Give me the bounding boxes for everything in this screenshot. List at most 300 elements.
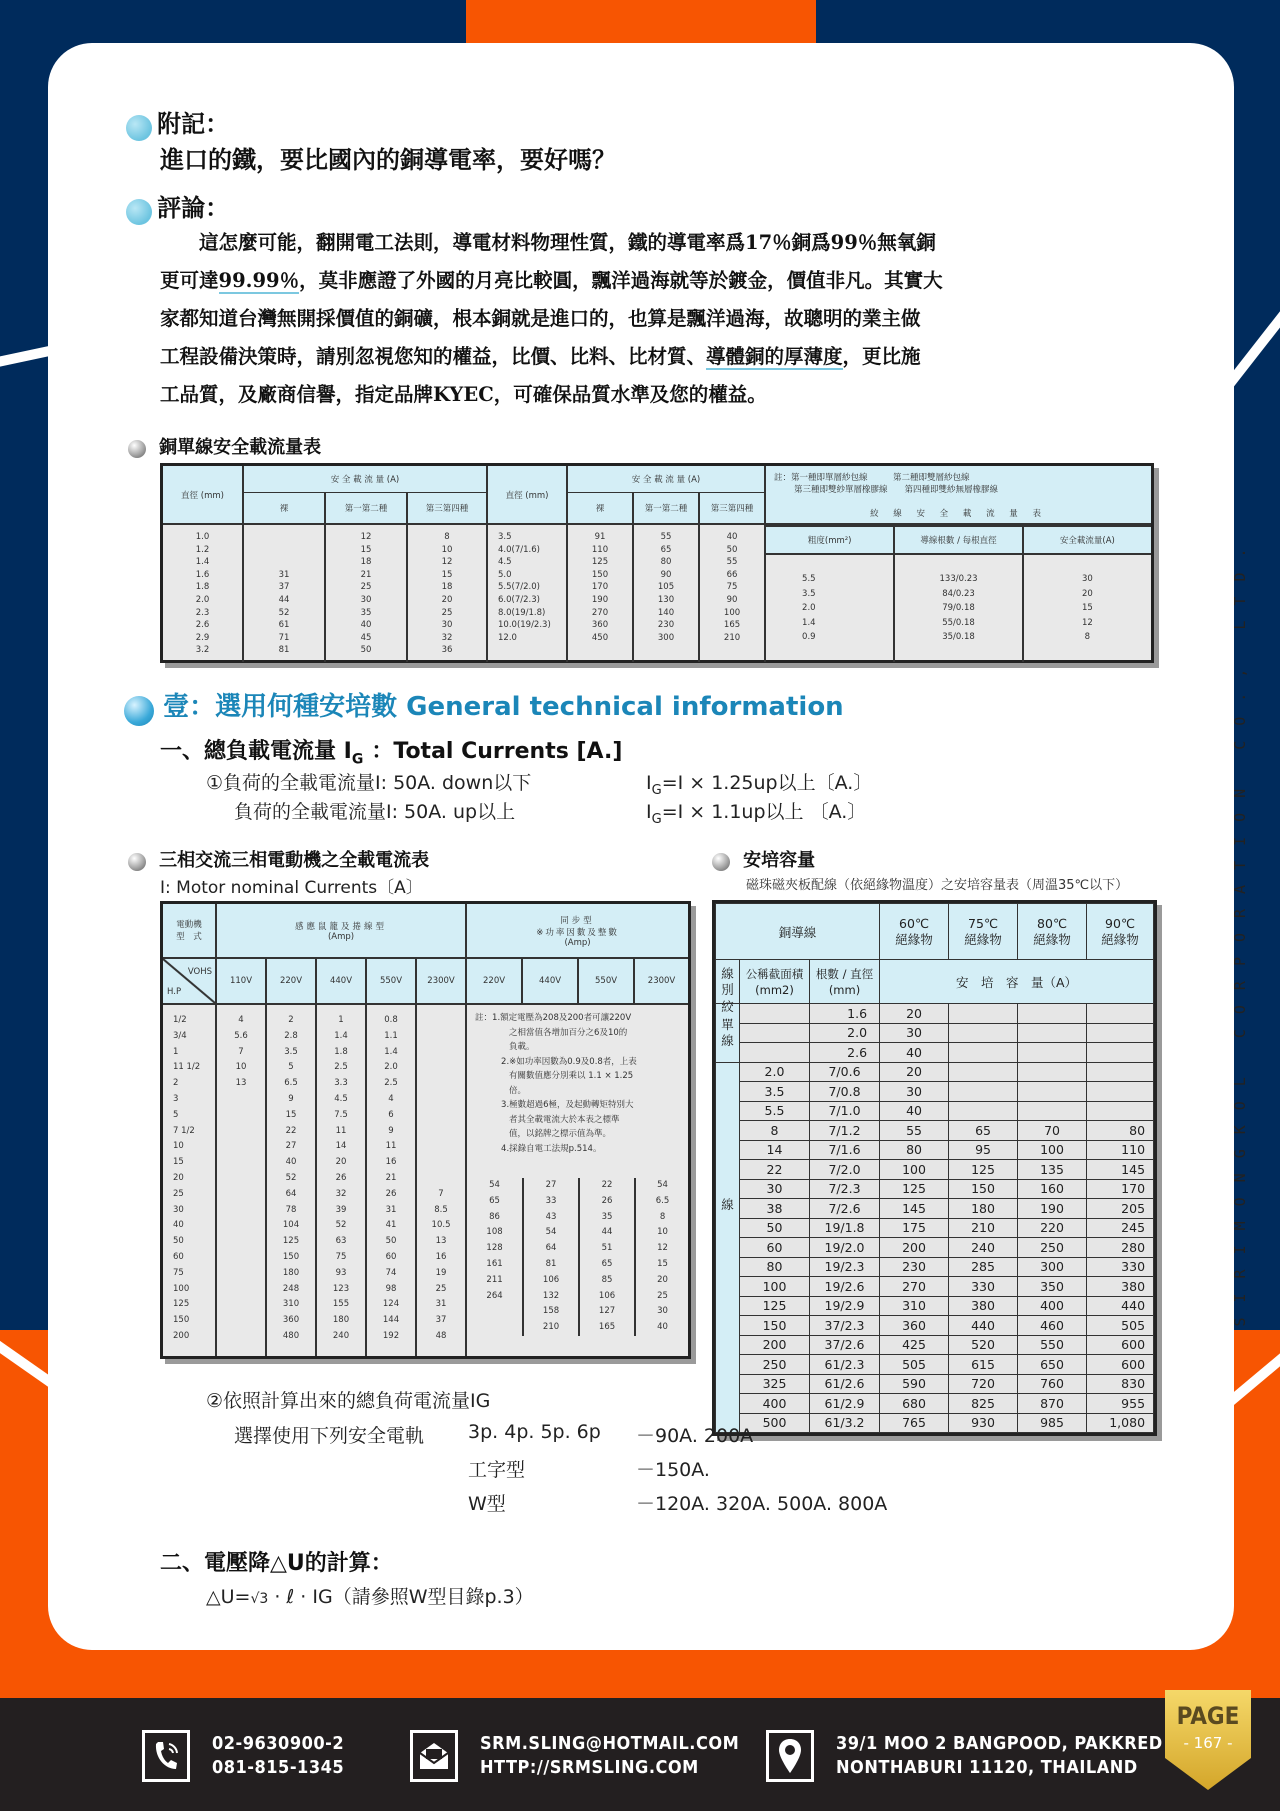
table-cell	[1018, 1023, 1087, 1043]
table-cell: 2.5	[334, 1062, 348, 1073]
table-cell	[417, 1060, 465, 1076]
table-cell	[217, 1124, 265, 1140]
col-header: 75℃ 絕緣物	[949, 904, 1018, 960]
table-cell: 79/0.18	[942, 603, 975, 614]
text: △U=	[206, 1586, 251, 1608]
table-cell: 25	[173, 1188, 184, 1199]
table-cell: 135	[1018, 1160, 1087, 1180]
table-cell: 40	[360, 620, 372, 631]
amp-table	[712, 900, 1157, 1436]
table-cell	[217, 1187, 265, 1203]
table-cell: 100	[880, 1160, 949, 1180]
table-cell: 6.5	[655, 1195, 670, 1206]
text: (Amp)	[564, 937, 591, 948]
bullet-icon	[126, 199, 152, 225]
comment-title: 評論：	[157, 194, 230, 222]
phone-link[interactable]: 081-815-1345	[212, 1757, 345, 1778]
col-220v	[267, 1013, 315, 1345]
table-cell: 15	[285, 1109, 297, 1120]
table-row	[716, 1277, 1154, 1297]
table-cell: 330	[949, 1277, 1018, 1297]
col-type34	[408, 531, 486, 657]
table-cell: 50	[740, 1218, 810, 1238]
table-cell: 300	[1018, 1257, 1087, 1277]
table-cell: 41	[385, 1220, 397, 1231]
text: ，莫非應證了外國的月亮比較圓，飄洋過海就等於鍍金，價值非凡。其實大	[299, 269, 943, 292]
col-header: 直徑 (mm)	[487, 466, 567, 524]
table-cell: 132	[542, 1290, 560, 1301]
table-cell: 19	[435, 1267, 447, 1278]
table-cell: 10	[657, 1227, 668, 1238]
table-cell: 6.0(7/2.3)	[498, 594, 540, 605]
table-cell	[417, 1155, 465, 1171]
comment-line	[160, 262, 1130, 300]
table-cell: 110	[591, 544, 609, 555]
text: (Amp)	[327, 931, 355, 942]
highlight-text: 99.99％	[218, 269, 300, 292]
email-icon	[410, 1730, 458, 1782]
table-cell: 75	[726, 582, 738, 593]
table-cell: 150	[591, 569, 609, 580]
table-cell: 8	[740, 1121, 810, 1141]
motor-notes	[467, 1005, 688, 1176]
table-cell: 31	[278, 569, 290, 580]
table-cell: 55	[880, 1121, 949, 1141]
table-cell: 10	[173, 1141, 184, 1152]
table-cell: 30	[740, 1179, 810, 1199]
table-cell: 44	[601, 1227, 613, 1238]
table-cell: 27	[285, 1141, 297, 1152]
table-row	[716, 1257, 1154, 1277]
table-cell: 7/0.6	[810, 1062, 880, 1082]
table-cell: 550	[1018, 1335, 1087, 1355]
table-row	[716, 1043, 1154, 1063]
note-line: 負載。	[509, 1042, 535, 1052]
table-cell: 9	[388, 1125, 394, 1136]
table-cell: 325	[740, 1374, 810, 1394]
table-cell: 3	[173, 1093, 179, 1104]
table-cell: 125	[173, 1299, 190, 1310]
table-cell	[417, 1013, 465, 1029]
table-cell: 20	[1081, 588, 1093, 599]
table-row	[716, 1355, 1154, 1375]
table-cell: 505	[880, 1355, 949, 1375]
table-cell: 60	[385, 1251, 397, 1262]
table-cell: 8.0(19/1.8)	[498, 607, 546, 618]
table-cell: 36	[441, 645, 453, 656]
table-cell: 81	[545, 1258, 557, 1269]
table-cell: 128	[486, 1243, 503, 1254]
table-cell: 125	[591, 557, 609, 568]
footer	[0, 1698, 1280, 1811]
table-cell	[1087, 1043, 1154, 1063]
table-cell: 50	[385, 1236, 397, 1247]
table-cell: 25	[435, 1283, 447, 1294]
text: 絞	[721, 999, 734, 1015]
table-cell: 30	[173, 1204, 184, 1215]
col-header: 安 全 載 流 量 (A)	[567, 466, 765, 492]
table-cell: 240	[949, 1238, 1018, 1258]
bullet-icon	[128, 853, 146, 871]
rail-type: 工字型	[468, 1459, 526, 1481]
note-heading	[126, 104, 229, 141]
table-cell: 40	[285, 1157, 297, 1168]
table-cell: 190	[591, 594, 609, 605]
rail-type: W型	[468, 1493, 506, 1515]
col-bare	[568, 531, 632, 644]
text: =I × 1.25up以上〔A.〕	[661, 772, 873, 794]
note-question: 進口的鐵，要比國內的銅導電率，要好嗎？	[160, 146, 616, 174]
note-line: 註：第一種即單層紗包線 第二種即雙層紗包線	[774, 472, 970, 483]
table-cell: 15	[360, 544, 372, 555]
table-cell	[217, 1171, 265, 1187]
bullet-icon	[712, 853, 730, 871]
table-cell: 505	[1087, 1316, 1154, 1336]
col-header: 80℃ 絕緣物	[1018, 904, 1087, 960]
table-cell: 13	[435, 1236, 447, 1247]
table-cell: 200	[740, 1335, 810, 1355]
table-cell: 1.4	[195, 557, 210, 568]
load-line-1: ①負荷的全載電流量I: 50A. down以下	[206, 772, 532, 794]
subtable-title: 絞 線 安 全 載 流 量 表	[870, 508, 1047, 519]
table-cell: 161	[486, 1258, 503, 1269]
table-cell	[740, 1043, 810, 1063]
table-row	[716, 1179, 1154, 1199]
col-header: 90℃ 絕緣物	[1087, 904, 1154, 960]
table-row	[716, 1199, 1154, 1219]
table-cell: 75	[335, 1251, 347, 1262]
text: VOHS	[187, 967, 212, 977]
table-cell: 35	[601, 1211, 613, 1222]
table-cell: 190	[1018, 1199, 1087, 1219]
table-cell	[1018, 1062, 1087, 1082]
col-hp	[173, 1013, 215, 1345]
table-cell: 248	[282, 1283, 300, 1294]
table-cell: 20	[880, 1062, 949, 1082]
formula-2	[646, 797, 866, 827]
table-cell: 7	[238, 1046, 244, 1057]
formula-1	[646, 768, 872, 798]
table-cell: 175	[880, 1218, 949, 1238]
table-cell: 130	[657, 594, 675, 605]
table-cell: 100	[173, 1283, 190, 1294]
table-cell: 19/2.9	[810, 1296, 880, 1316]
table-cell: 74	[385, 1267, 397, 1278]
table-cell: 124	[382, 1299, 400, 1310]
table-cell: 20	[880, 1004, 949, 1024]
table-cell: 0.9	[802, 632, 816, 643]
table-cell: 63	[335, 1236, 347, 1247]
col-header: 第三第四種	[407, 492, 487, 524]
table-cell: 55	[726, 557, 738, 568]
table-cell: 123	[332, 1283, 350, 1294]
table-cell: 21	[385, 1172, 397, 1183]
table-cell	[949, 1082, 1018, 1102]
table-cell: 158	[542, 1306, 560, 1317]
table-cell: 5.0	[498, 569, 512, 580]
table-row	[716, 1121, 1154, 1141]
table-cell: 150	[173, 1315, 190, 1326]
table-cell	[1087, 1082, 1154, 1102]
table-cell: 1	[338, 1015, 344, 1025]
note-title: 附記：	[157, 110, 230, 138]
rails-title: ②依照計算出來的總負荷電流量IG	[206, 1390, 491, 1412]
note-line: 2.※如功率因數為0.9及0.8者，上表	[501, 1056, 637, 1067]
table-cell: 1.1	[384, 1030, 398, 1041]
table-row	[716, 1062, 1154, 1082]
table-cell: 425	[880, 1335, 949, 1355]
table-cell: 205	[1087, 1199, 1154, 1219]
table-cell: 460	[1018, 1316, 1087, 1336]
table-cell: 5.6	[234, 1030, 248, 1041]
table-cell: 32	[441, 632, 453, 643]
table-cell: 480	[282, 1330, 300, 1341]
table-cell	[1018, 1101, 1087, 1121]
table-cell: 7/0.8	[810, 1082, 880, 1102]
table-cell: 2.3	[195, 607, 210, 618]
table-cell	[949, 1023, 1018, 1043]
col-header: 裸	[243, 492, 325, 524]
table-cell	[217, 1108, 265, 1124]
table-cell: 1.8	[334, 1046, 348, 1057]
table-cell: 3/4	[173, 1030, 187, 1041]
table-cell: 80	[660, 557, 672, 568]
text: 一、總負載電流量 I	[160, 739, 352, 764]
col-sync-220v	[467, 1178, 522, 1336]
subscript: G	[351, 751, 364, 768]
table-cell: 37	[278, 582, 290, 593]
table-cell: 11 1/2	[173, 1062, 201, 1073]
col-header: 公稱截面積 (mm2)	[740, 960, 810, 1004]
text: ：Total Currents [A.]	[371, 739, 623, 764]
table-cell: 22	[601, 1180, 613, 1190]
comment-line	[160, 338, 1130, 376]
table-row	[716, 1160, 1154, 1180]
note-line: 有關數值應分別乘以 1.1 × 1.25	[509, 1071, 634, 1081]
table-cell: 75	[173, 1267, 184, 1278]
table-cell: 4	[388, 1093, 394, 1104]
page-label: PAGE	[1176, 1702, 1240, 1730]
text: 工程設備決策時，請別忽視您知的權益，比價、比料、比材質、	[160, 345, 707, 368]
col-header: 第三第四種	[699, 492, 765, 524]
table-cell: 90	[660, 569, 672, 580]
table-cell: 180	[332, 1315, 350, 1326]
table-cell: 2.9	[195, 632, 210, 643]
table-cell: 14	[740, 1140, 810, 1160]
table-cell: 25	[360, 582, 372, 593]
table-cell: 105	[657, 582, 675, 593]
table-cell: 285	[949, 1257, 1018, 1277]
table-cell: 8	[444, 532, 450, 542]
load-line-2: 負荷的全載電流量I: 50A. up以上	[234, 801, 516, 823]
table-cell: 40	[880, 1101, 949, 1121]
table-cell: 125	[282, 1236, 300, 1247]
col-sync-550v	[580, 1178, 634, 1336]
table-cell: 600	[1087, 1335, 1154, 1355]
table-cell: 1/2	[173, 1015, 187, 1025]
table-row	[716, 1394, 1154, 1414]
col-110v	[217, 1013, 265, 1345]
table-cell: 51	[601, 1243, 613, 1254]
table-cell: 25	[441, 607, 453, 618]
table-row	[716, 1296, 1154, 1316]
table-row	[716, 1335, 1154, 1355]
table-row	[716, 1413, 1154, 1433]
table-cell: 20	[657, 1274, 668, 1285]
table-cell: 71	[278, 632, 290, 643]
email-link[interactable]: SRM.SLING@HOTMAIL.COM	[480, 1733, 740, 1754]
table-cell: 31	[385, 1204, 397, 1215]
table-cell: 220	[1018, 1218, 1087, 1238]
table-cell	[740, 1004, 810, 1024]
table-cell: 250	[740, 1355, 810, 1375]
table-cell: 52	[278, 607, 290, 618]
table-cell: 100	[1018, 1140, 1087, 1160]
table-cell: 210	[723, 632, 741, 643]
comment-heading	[126, 188, 229, 225]
table-cell: 765	[880, 1413, 949, 1433]
table-cell: 35/0.18	[942, 632, 975, 643]
table-cell	[1087, 1023, 1154, 1043]
table-cell: 37	[435, 1315, 447, 1326]
diag-header	[163, 958, 216, 1004]
table-cell: 440	[949, 1316, 1018, 1336]
table-cell: 19/2.6	[810, 1277, 880, 1297]
table-cell	[417, 1124, 465, 1140]
col-header: 440V	[522, 958, 578, 1004]
table-cell: 2.0	[384, 1062, 398, 1073]
copper-table-heading	[128, 433, 321, 459]
table-cell: 1.4	[334, 1030, 348, 1041]
text: 感應鼠籠及捲線型	[295, 921, 388, 932]
table-cell: 98	[385, 1283, 397, 1294]
amp-table-subtitle: 磁珠磁夾板配線（依絕緣物溫度）之安培容量表（周溫35℃以下）	[746, 878, 1129, 893]
col-type12	[634, 531, 698, 644]
table-cell: 600	[1087, 1355, 1154, 1375]
phone-link[interactable]: 02-9630900-2	[212, 1733, 345, 1754]
table-cell: 4	[238, 1015, 244, 1025]
table-cell: 4.5	[334, 1093, 348, 1104]
table-cell: 14	[335, 1141, 347, 1152]
col-header: 440V	[316, 958, 366, 1004]
table-cell: 380	[949, 1296, 1018, 1316]
table-cell	[1018, 1082, 1087, 1102]
col-header: 550V	[366, 958, 416, 1004]
table-cell: 125	[740, 1296, 810, 1316]
table-cell: 4.5	[498, 557, 512, 568]
table-cell: 15	[1081, 603, 1093, 614]
table-cell: 1.0	[195, 532, 210, 542]
table-cell: 26	[385, 1188, 397, 1199]
table-cell: 10	[235, 1062, 247, 1073]
table-row	[716, 1023, 1154, 1043]
copper-table-note	[765, 466, 1151, 524]
table-cell: 9	[288, 1093, 294, 1104]
page-number: - 167 -	[1183, 1734, 1233, 1752]
col-diameter	[498, 531, 566, 644]
table-cell: 245	[1087, 1218, 1154, 1238]
table-cell	[1087, 1062, 1154, 1082]
table-cell: 12	[1081, 617, 1093, 628]
table-cell: 90	[726, 594, 738, 605]
table-cell: 5	[288, 1062, 294, 1073]
table-cell: 64	[545, 1243, 557, 1254]
col-size	[802, 572, 893, 645]
table-row	[716, 1101, 1154, 1121]
text: ，更比施	[842, 345, 921, 368]
col-strand	[895, 572, 1021, 645]
col-header: 電動機 型 式	[163, 904, 216, 958]
table-cell: 870	[1018, 1394, 1087, 1414]
table-cell: 12	[441, 557, 453, 568]
section1-title: 壹：選用何種安培數 General technical information	[163, 692, 844, 722]
total-currents-heading	[160, 734, 622, 767]
table-cell: 61/2.9	[810, 1394, 880, 1414]
table-cell: 125	[949, 1160, 1018, 1180]
table-cell: 7/1.6	[810, 1140, 880, 1160]
table-cell: 95	[949, 1140, 1018, 1160]
amp-table-title: 安培容量	[743, 850, 816, 871]
table-row	[716, 1004, 1154, 1024]
table-cell: 2	[288, 1015, 294, 1025]
table-cell: 40	[657, 1322, 668, 1333]
table-cell: 30	[657, 1306, 668, 1317]
table-cell	[949, 1043, 1018, 1063]
table-cell: 380	[1087, 1277, 1154, 1297]
table-cell: 150	[740, 1316, 810, 1336]
note-line: 第三種即雙紗單層橡膠線 第四種即雙紗無層橡膠線	[794, 484, 999, 495]
rail-amps: －120A. 320A. 500A. 800A	[636, 1493, 888, 1515]
col-type12	[326, 531, 406, 657]
table-cell	[417, 1171, 465, 1187]
highlight-text: 導體銅的厚薄度	[706, 345, 843, 368]
col-header: 220V	[466, 958, 522, 1004]
table-cell: 7.5	[334, 1109, 348, 1120]
table-cell: 86	[489, 1211, 500, 1222]
section1-heading	[124, 686, 844, 726]
table-cell: 22	[285, 1125, 297, 1136]
table-cell: 230	[657, 620, 675, 631]
col-header: 導線根數 / 每根直徑	[894, 526, 1022, 554]
table-cell: 5.5	[740, 1101, 810, 1121]
table-cell: 35	[360, 607, 372, 618]
table-cell: 55/0.18	[942, 617, 975, 628]
table-cell: 8	[1084, 632, 1091, 643]
table-cell: 19/2.3	[810, 1257, 880, 1277]
table-cell: 1,080	[1087, 1413, 1154, 1433]
rail-type: 3p. 4p. 5p. 6p	[468, 1421, 601, 1443]
table-cell: 145	[880, 1199, 949, 1219]
col-header: 安 培 容 量（A）	[880, 960, 1154, 1004]
table-cell: 15	[657, 1258, 668, 1269]
website-link[interactable]: HTTP://SRMSLING.COM	[480, 1757, 699, 1778]
table-cell	[217, 1155, 265, 1171]
table-cell: 65	[660, 544, 672, 555]
note-line: 倍。	[509, 1085, 527, 1096]
table-cell: 54	[489, 1180, 500, 1190]
table-cell	[244, 556, 324, 569]
footer-email	[410, 1730, 739, 1782]
table-cell: 3.5	[498, 532, 512, 542]
table-cell: 106	[598, 1290, 616, 1301]
table-cell: 93	[335, 1267, 347, 1278]
table-cell: 110	[1087, 1140, 1154, 1160]
table-cell: 350	[1018, 1277, 1087, 1297]
col-header-induction	[216, 904, 466, 958]
table-cell: 61	[278, 620, 290, 631]
footer-address	[766, 1730, 1163, 1782]
table-cell: 80	[740, 1257, 810, 1277]
